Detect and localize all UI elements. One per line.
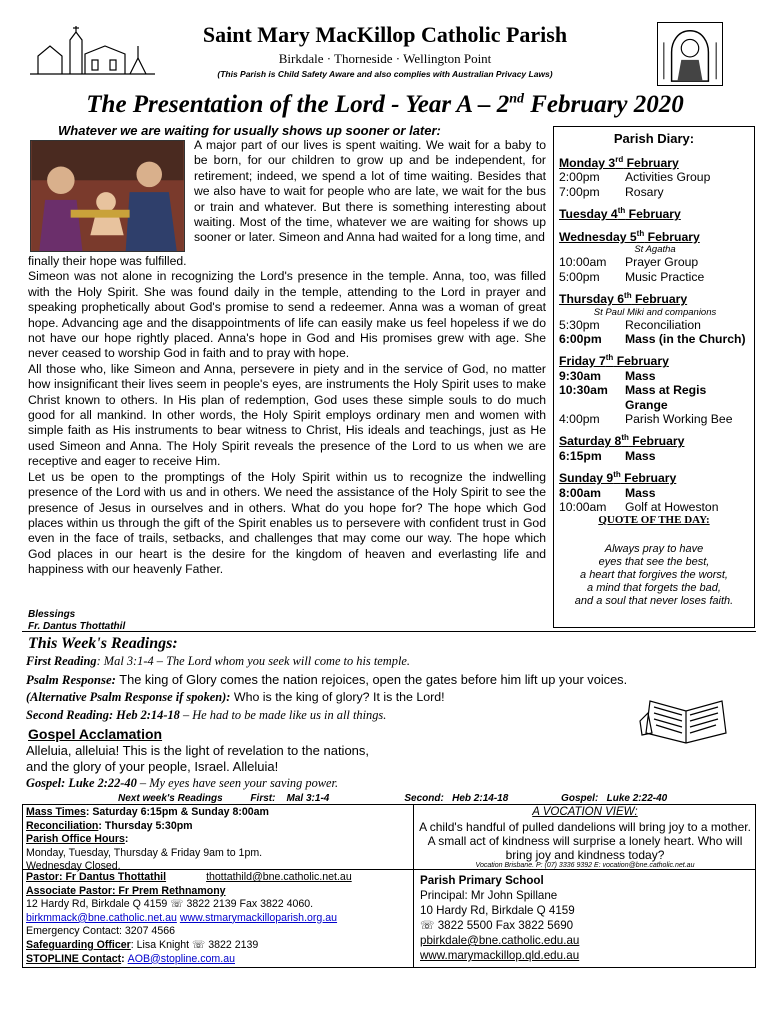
saint-portrait-logo — [657, 22, 723, 86]
office-hours: Monday, Tuesday, Thursday & Friday 9am to 1pm. — [26, 846, 263, 859]
diary-event: 6:00pm Mass (in the Church) — [559, 331, 746, 346]
readings-title: This Week's Readings: — [28, 635, 178, 652]
vocation-title: A VOCATION VIEW: — [532, 806, 638, 818]
diary-day: Sunday 9th February — [559, 470, 677, 486]
vocation-contact: Vocation Brisbane. P: (07) 3336 9392 E: vocation@bne.catholic.net.au — [475, 862, 695, 869]
article-paragraph: Simeon was not alone in recognizing the Lord's presence in the temple. Anna, too, was filled with the Holy Spirit. She was found daily in the temple, attending to the Lord in prayer and speaking prophetically about God's promise to send a redeemer. Anna was a woman of great hope. Advancing age and the disappointments of life can easily make us feel hopeless if we do not have our hope rightly placed. Anna's hope in God and His promises grew with age. She never ceased to worship God in faith and to pray with hope. — [28, 269, 546, 361]
office-closed: Wednesday Closed. — [26, 860, 121, 873]
next-week-readings: Next week's Readings First: Mal 3:1-4 Second: Heb 2:14-18 Gospel: Luke 2:22-40 — [118, 793, 668, 804]
section-divider — [22, 631, 756, 632]
associate-pastor: Associate Pastor: Fr Prem Rethnamony — [26, 884, 226, 897]
gospel-acclamation — [26, 743, 369, 775]
parish-diary — [559, 148, 751, 515]
diary-event: 4:00pm Parish Working Bee — [559, 412, 733, 426]
stopline-contact: STOPLINE Contact: AOB@stopline.com.au — [26, 952, 235, 965]
diary-event: 5:00pm Music Practice — [559, 269, 705, 284]
office-hours-label: Parish Office Hours: — [26, 833, 129, 846]
diary-title: Parish Diary: — [613, 131, 695, 146]
diary-event: 7:00pm Rosary — [559, 184, 664, 199]
parish-website-link[interactable]: www.stmarymackilloparish.org.au — [179, 911, 338, 924]
safeguarding-officer: Safeguarding Officer: Lisa Knight ☏ 3822 2139 — [26, 938, 259, 951]
diary-event: 10:00am Golf at Howeston — [559, 500, 719, 515]
quote-title: QUOTE OF THE DAY: — [598, 514, 710, 526]
emergency-contact: Emergency Contact: 3207 4566 — [26, 925, 175, 938]
parish-times — [26, 806, 269, 874]
parish-contacts — [26, 871, 352, 966]
acclamation-line: Alleluia, alleluia! This is the light of revelation to the nations, — [26, 743, 370, 758]
pastor-line: Pastor: Fr Dantus Thottathil thottathild@bne.catholic.net.au — [26, 871, 352, 883]
parish-locations: Birkdale · Thorneside · Wellington Point — [278, 51, 492, 66]
open-bible-icon — [636, 693, 736, 751]
diary-saint: St Agatha — [634, 244, 676, 256]
feast-banner: The Presentation of the Lord - Year A – 2nd February 2020 — [86, 91, 684, 118]
diary-event: 9:30am Mass — [559, 368, 656, 383]
parish-email-link[interactable]: birkmmack@bne.catholic.net.au — [26, 911, 177, 924]
parish-note: (This Parish is Child Safety Aware and also complies with Australian Privacy Laws) — [217, 69, 553, 79]
diary-day: Wednesday 5th February — [559, 228, 700, 244]
article-heading: Whatever we are waiting for usually shows up sooner or later: — [58, 123, 441, 138]
school-address: 10 Hardy Rd, Birkdale Q 4159 — [420, 904, 575, 917]
second-reading: Second Reading: Heb 2:14-18 – He had to be made like us in all things. — [26, 708, 387, 722]
parish-name: Saint Mary MacKillop Catholic Parish — [202, 22, 568, 47]
parish-school — [420, 873, 579, 963]
diary-day: Thursday 6th February — [559, 291, 688, 307]
acclamation-line: and the glory of your people, Israel. Alleluia! — [26, 759, 279, 774]
school-principal: Principal: Mr John Spillane — [420, 889, 558, 902]
article-signoff — [28, 609, 125, 633]
gospel-reading: Gospel: Luke 2:22-40 – My eyes have seen your saving power. — [26, 776, 339, 790]
reconciliation-times: Reconciliation: Thursday 5:30pm — [26, 819, 193, 832]
diary-saint: St Paul Miki and companions — [593, 306, 717, 318]
diary-day: Saturday 8th February — [559, 433, 685, 449]
article-paragraph: Let us be open to the promptings of the Holy Spirit within us to recognize the indwelling presence of the Lord with us and in others. We need the assistance of the Holy Spirit to see the presence of Jesus in ourselves and in others. What do you hope for? The hope which God places within us through the gift of the Spirit enables us to persevere with confident trust in God even in the face of trails, setbacks, and challenges that may come our way. The hope which God places in our heart is the desire for the kingdom of heaven and everlasting life and happiness with our heavenly Father. — [28, 469, 546, 577]
school-email-link[interactable]: pbirkdale@bne.catholic.edu.au — [420, 934, 580, 947]
alt-psalm-response: (Alternative Psalm Response if spoken): Who is the king of glory? It is the Lord! — [26, 690, 445, 704]
vocation-text: A child's handful of pulled dandelions will bring joy to a mother. A small act of kindness will surprise a lonely heart. Who will bring joy and kindness today? — [419, 820, 751, 862]
diary-event: 2:00pm Activities Group — [559, 170, 711, 185]
diary-event: 10:00am Prayer Group — [559, 255, 699, 270]
parish-links — [26, 912, 352, 926]
blessings-text: Blessings — [28, 609, 76, 620]
diary-day: Monday 3rd February — [559, 155, 679, 171]
first-reading: First Reading: Mal 3:1-4 – The Lord whom you seek will come to his temple. — [26, 654, 410, 668]
mass-times: Mass Times: Saturday 6:15pm & Sunday 8:00am — [26, 806, 269, 818]
quote-line: and a soul that never loses faith. — [574, 595, 734, 607]
school-phone: ☏ 3822 5500 Fax 3822 5690 — [420, 919, 574, 932]
pastor-email-link[interactable]: thottathild@bne.catholic.net.au — [206, 871, 352, 883]
diary-event: 5:30pm Reconciliation — [559, 317, 701, 332]
article-paragraph: All those who, like Simeon and Anna, persevere in piety and in the service of God, no matter how insignificant their lives seem in people's eyes, are instruments the Holy Spirit uses to make Christ known to others. In His plan of redemption, God uses these simple souls to do much good for all mankind. In other words, the Holy Spirit employs ordinary men and women with simple faith as His instruments to bear witness to Christ, His ideals and teachings, just as He used Simeon and Anna. The Holy Spirit reveals the presence of the Lord to us when we are receptive and eager to receive Him. — [28, 361, 546, 469]
parish-address: 12 Hardy Rd, Birkdale Q 4159 ☏ 3822 2139 Fax 3822 4060. — [26, 898, 314, 911]
article-paragraph: finally their hope was fulfilled. — [28, 254, 187, 268]
quote-line: eyes that see the best, — [598, 556, 710, 568]
info-divider — [413, 869, 756, 870]
quote-of-the-day — [553, 543, 755, 608]
psalm-response: Psalm Response: The king of Glory comes the nation rejoices, open the gates before him lift up your voices. — [26, 672, 628, 687]
diary-event: 10:30am Mass at Regis Grange — [559, 383, 707, 412]
diary-event: 6:15pm Mass — [559, 448, 656, 463]
quote-line: a mind that forgets the bad, — [587, 582, 721, 594]
signature: Fr. Dantus Thottathil — [28, 621, 126, 632]
article-intro: A major part of our lives is spent waiting. We wait for a baby to be born, for our children to grow up and be independent, for retirement; indeed, we spend a lot of time waiting. Besides that we also have to wait for people who are late, we wait for the bus or train and whatever. But there is something interesting about waiting. Most of the time, whatever we are waiting for shows up sooner or later. Simeon and Anna had waited for a long time, and — [194, 138, 546, 245]
diary-day: Friday 7th February — [559, 353, 669, 369]
gospel-acclamation-title: Gospel Acclamation — [28, 726, 163, 742]
quote-line: a heart that forgives the worst, — [580, 569, 728, 581]
quote-line: Always pray to have — [604, 543, 704, 555]
diary-event: 8:00am Mass — [559, 485, 656, 500]
diary-day: Tuesday 4th February — [559, 206, 681, 222]
school-website-link[interactable]: www.marymackillop.qld.edu.au — [420, 949, 580, 962]
presentation-icon-painting — [30, 140, 185, 252]
school-title: Parish Primary School — [420, 874, 544, 887]
article-body — [28, 254, 546, 578]
stopline-email-link[interactable]: AOB@stopline.com.au — [127, 952, 235, 965]
